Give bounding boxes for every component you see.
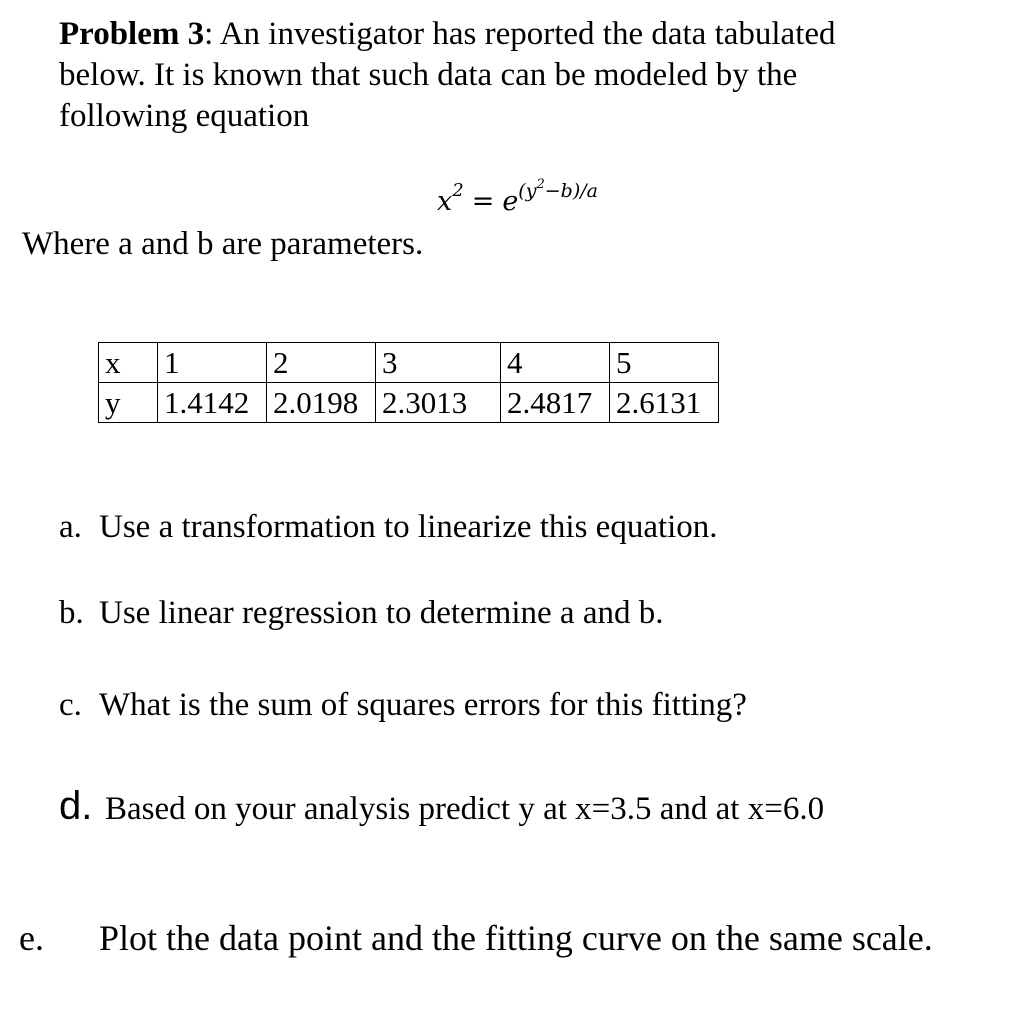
equation-rhs-exponent (518, 176, 598, 202)
problem-line-2: below. It is known that such data can be modeled by the (59, 57, 798, 93)
equation-exp-inner: 2 (536, 176, 545, 192)
equation-lhs-exponent: 2 (452, 180, 464, 201)
question-e-row (19, 914, 959, 962)
problem-label: Problem 3 (59, 16, 205, 52)
question-e-letter: e. (19, 918, 44, 958)
problem-statement (59, 14, 959, 137)
table-cell: 2.6131 (610, 383, 719, 423)
question-a (59, 507, 718, 547)
question-e (19, 914, 959, 962)
problem-line-1 (59, 14, 959, 55)
question-d (59, 786, 824, 829)
question-c-text: What is the sum of squares errors for this fitting? (99, 687, 747, 723)
question-b-text: Use linear regression to determine a and b. (99, 595, 664, 631)
problem-colon: : (204, 16, 214, 52)
question-c-letter: c. (59, 687, 82, 723)
data-table (98, 342, 719, 423)
equation-rhs-base: e (502, 186, 519, 217)
table-cell: 2.0198 (267, 383, 376, 423)
question-b (59, 593, 663, 633)
table-cell: 5 (610, 343, 719, 383)
row-label-y: y (99, 383, 158, 423)
table-cell: 1.4142 (158, 383, 267, 423)
row-label-x: x (99, 343, 158, 383)
equation-exp-close: −b)/a (544, 180, 598, 202)
question-d-text: Based on your analysis predict y at x=3.5 and at x=6.0 (105, 791, 825, 827)
table-cell: 4 (501, 343, 610, 383)
problem-line-3: following equation (59, 98, 310, 134)
problem-text-1: An investigator has reported the data tabulated (213, 16, 836, 52)
table-cell: 2.4817 (501, 383, 610, 423)
equation-equals: = (471, 186, 495, 217)
question-e-text: Plot the data point and the fitting curve on the same scale. (99, 918, 933, 958)
question-a-letter: a. (59, 509, 82, 545)
model-equation (437, 178, 598, 221)
table-cell: 2 (267, 343, 376, 383)
question-c (59, 685, 747, 725)
equation-lhs-base: x (437, 186, 453, 217)
question-a-text: Use a transformation to linearize this equation. (99, 509, 718, 545)
question-b-letter: b. (59, 595, 84, 631)
parameters-note: Where a and b are parameters. (22, 226, 424, 262)
question-d-letter: d. (59, 784, 93, 828)
equation-exp-open: (y (518, 180, 537, 202)
table-cell: 2.3013 (376, 383, 501, 423)
table-cell: 3 (376, 343, 501, 383)
table-row-y (99, 383, 719, 423)
table-row-x (99, 343, 719, 383)
table-cell: 1 (158, 343, 267, 383)
